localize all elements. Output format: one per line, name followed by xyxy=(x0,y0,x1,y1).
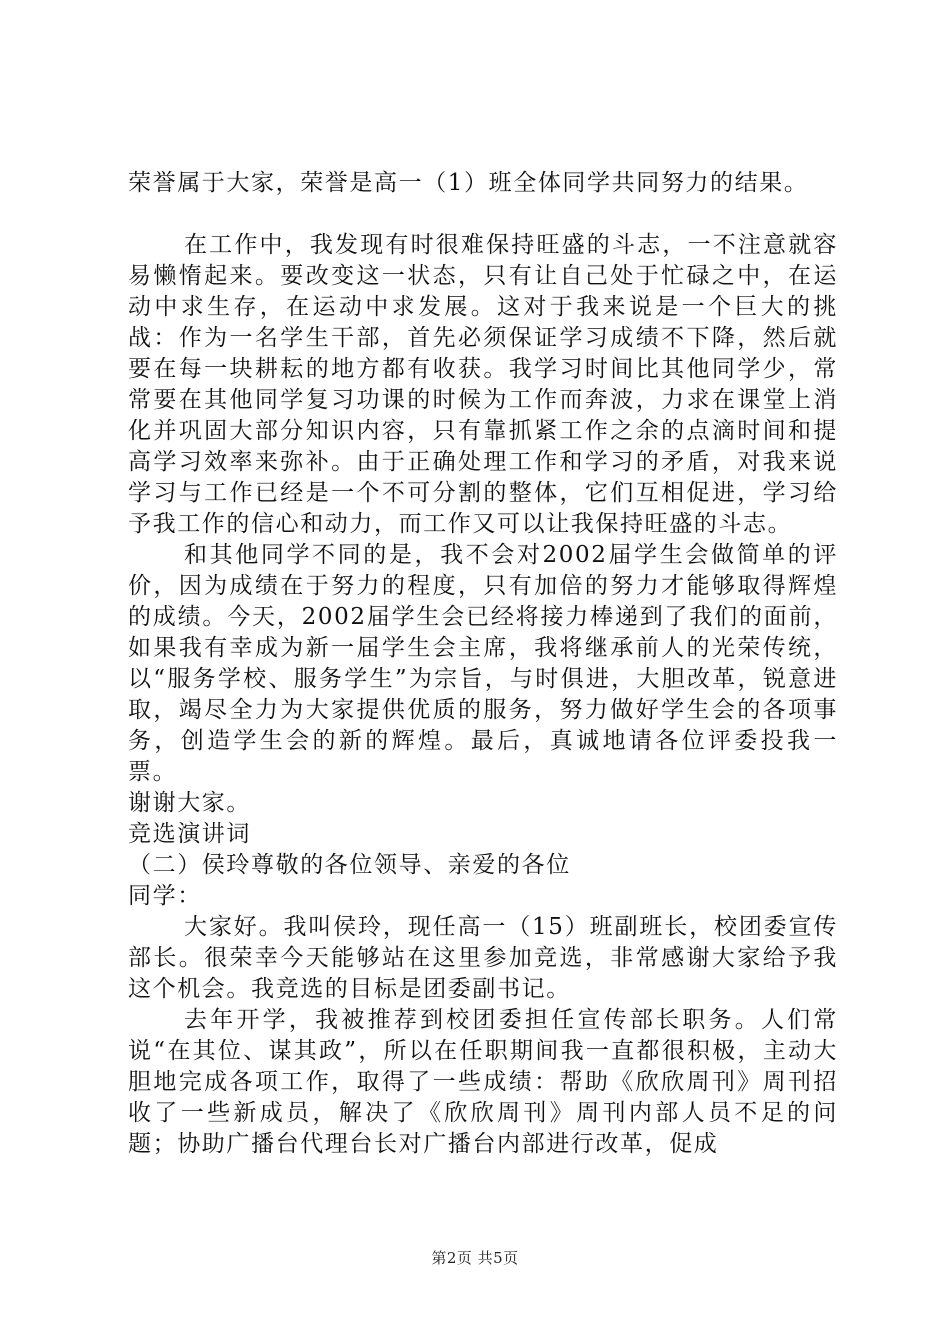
paragraph-experience: 去年开学，我被推荐到校团委担任宣传部长职务。人们常说“在其位、谋其政”，所以在任职期间我一直都很积极，主动大胆地完成各项工作，取得了一些成绩：帮助《欣欣周刊》周刊招收了一些新成员，解决了《欣欣周刊》周刊内部人员不足的问题；协助广播台代理台长对广播台内部进行改革，促成 xyxy=(128,1007,838,1157)
section-title: 竞选演讲词 xyxy=(128,821,251,847)
paragraph-work-study: 在工作中，我发现有时很难保持旺盛的斗志，一不注意就容易懒惰起来。要改变这一状态，只有让自己处于忙碌之中，在运动中求生存，在运动中求发展。这对于我来说是一个巨大的挑战：作为一名学生干部，首先必须保证学习成绩不下降，然后就要在每一块耕耘的地方都有收获。我学习时间比其他同学少，常常要在其他同学复习功课的时候为工作而奔波，力求在课堂上消化并巩固大部分知识内容，只有靠抓紧工作之余的点滴时间和提高学习效率来弥补。由于正确处理工作和学习的矛盾，对我来说学习与工作已经是一个不可分割的整体，它们互相促进，学习给予我工作的信心和动力，而工作又可以让我保持旺盛的斗志。 xyxy=(128,232,838,537)
salutation: 同学： xyxy=(128,883,202,909)
paragraph-student-union: 和其他同学不同的是，我不会对2002届学生会做简单的评价，因为成绩在于努力的程度，只有加倍的努力才能够取得辉煌的成绩。今天，2002届学生会已经将接力棒递到了我们的面前，如果我有幸成为新一届学生会主席，我将继承前人的光荣传统，以“服务学校、服务学生”为宗旨，与时俱进，大胆改革，锐意进取，竭尽全力为大家提供优质的服务，努力做好学生会的各项事务，创造学生会的新的辉煌。最后，真诚地请各位评委投我一票。 xyxy=(128,542,838,785)
paragraph-introduction: 大家好。我叫侯玲，现任高一（15）班副班长，校团委宣传部长。很荣幸今天能够站在这里参加竞选，非常感谢大家给予我这个机会。我竞选的目标是团委副书记。 xyxy=(128,914,838,1002)
speech-two-heading: （二）侯玲尊敬的各位领导、亲爱的各位 xyxy=(128,852,571,878)
paragraph-gap xyxy=(128,199,838,230)
page-number: 第2页 共5页 xyxy=(431,1249,519,1267)
paragraph-honor: 荣誉属于大家，荣誉是高一（1）班全体同学共同努力的结果。 xyxy=(128,170,809,196)
paragraph-thanks: 谢谢大家。 xyxy=(128,790,251,816)
document-body xyxy=(128,168,838,1160)
